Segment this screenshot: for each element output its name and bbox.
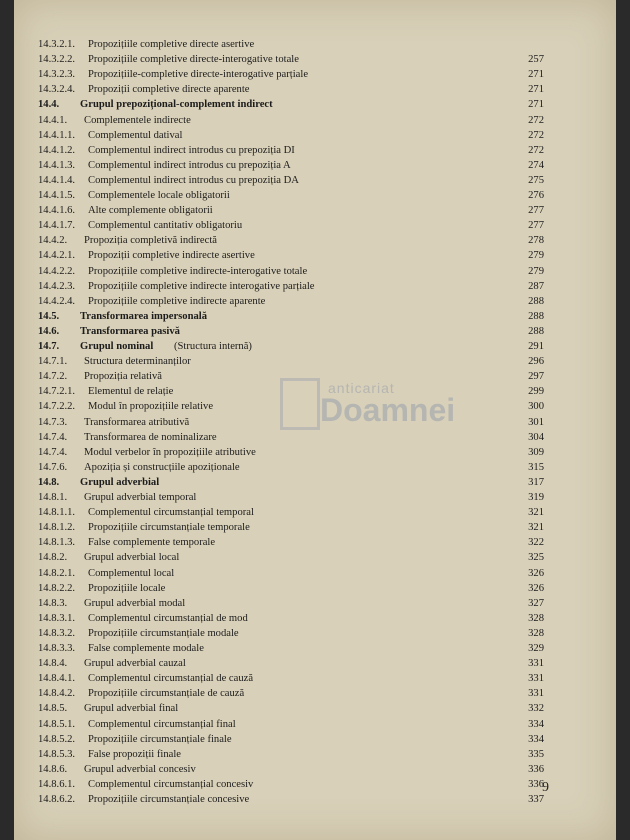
watermark-small-text: anticariat (328, 380, 395, 396)
toc-entry-number: 14.8.1. (38, 492, 68, 503)
toc-entry (14, 355, 616, 369)
toc-entry-page: 296 (528, 356, 544, 368)
toc-entry-title: Grupul adverbial (80, 476, 160, 488)
toc-entry-page: 334 (528, 718, 544, 730)
toc-entry-title: False complemente modale (88, 643, 204, 654)
toc-entry-number: 14.6. (38, 325, 60, 337)
toc-entry (14, 340, 616, 354)
toc-entry (14, 204, 616, 218)
toc-entry (14, 53, 616, 67)
toc-entry-title: Apoziția și construcțiile apoziționale (84, 461, 240, 473)
toc-entry-page: 272 (528, 129, 544, 141)
toc-entry (14, 295, 616, 309)
toc-entry-page: 299 (528, 386, 544, 398)
toc-entry (14, 521, 616, 535)
book-page (14, 0, 616, 840)
toc-entry-number: 14.8.4.2. (38, 688, 76, 700)
toc-entry-title: Complementul circumstanțial temporal (88, 507, 254, 519)
toc-entry-title: Grupul adverbial temporal (84, 492, 197, 503)
toc-entry-number: 14.8.6.1. (38, 778, 76, 790)
toc-entry-number: 14.7.2. (38, 371, 68, 383)
toc-entry-number: 14.8.2.2. (38, 582, 76, 594)
toc-entry-number: 14.8.5.3. (38, 748, 76, 760)
toc-entry (14, 38, 616, 52)
toc-entry (14, 718, 616, 732)
toc-entry (14, 612, 616, 626)
toc-entry (14, 687, 616, 701)
toc-entry-number: 14.7.3. (38, 416, 68, 428)
toc-entry (14, 506, 616, 520)
toc-entry-title: Propozițiile circumstanțiale concesive (88, 794, 250, 805)
toc-entry (14, 702, 616, 716)
page-number: 9 (542, 780, 549, 795)
toc-entry-title: Propozițiile completive directe-interogative totale (88, 54, 299, 66)
toc-entry (14, 265, 616, 279)
toc-entry-number: 14.8.3.1. (38, 612, 76, 624)
toc-entry (14, 325, 616, 339)
toc-entry-number: 14.7.4. (38, 446, 68, 458)
toc-entry (14, 627, 616, 641)
toc-entry-number: 14.8.2.1. (38, 567, 76, 579)
toc-entry-number: 14.4. (38, 99, 60, 111)
toc-entry-page: 278 (528, 235, 544, 247)
toc-entry-page: 317 (528, 476, 544, 488)
toc-entry-title: Propozițiile circumstanțiale temporale (88, 522, 250, 534)
toc-entry-title: Propozițiile locale (88, 582, 166, 594)
toc-entry-page: 271 (528, 99, 544, 111)
toc-entry-page: 272 (528, 144, 544, 156)
toc-entry-title: Complementul circumstanțial de mod (88, 612, 248, 624)
toc-entry-title: Propozițiile completive indirecte aparente (88, 295, 266, 307)
toc-entry-title: False complemente temporale (88, 537, 216, 549)
toc-entry-number: 14.4.2.3. (38, 280, 76, 292)
toc-entry-page: 331 (528, 673, 544, 685)
toc-entry-number: 14.8. (38, 476, 60, 488)
toc-entry-number: 14.7.4. (38, 431, 68, 443)
toc-entry-page: 337 (528, 794, 544, 805)
toc-entry-title: Grupul adverbial final (84, 703, 179, 715)
toc-entry (14, 763, 616, 777)
toc-entry (14, 748, 616, 762)
toc-entry-title: Grupul adverbial local (84, 552, 180, 564)
toc-entry-number: 14.3.2.3. (38, 69, 76, 81)
toc-entry-number: 14.8.5. (38, 703, 68, 715)
toc-entry-number: 14.4.1.3. (38, 159, 76, 171)
toc-entry-page: 271 (528, 69, 544, 81)
toc-entry-page: 315 (528, 461, 544, 473)
toc-entry-title: Complementele indirecte (84, 114, 191, 126)
toc-entry-title: Propozițiile circumstanțiale de cauză (88, 688, 245, 700)
toc-entry (14, 672, 616, 686)
toc-entry-page: 271 (528, 84, 544, 96)
toc-entry-page: 309 (528, 446, 544, 458)
toc-entry-title: Complementul indirect introdus cu prepoziția DI (88, 144, 295, 156)
toc-entry-page: 328 (528, 627, 544, 639)
toc-entry-number: 14.7.1. (38, 356, 68, 368)
toc-entry-number: 14.8.4.1. (38, 673, 76, 685)
toc-entry-number: 14.8.3.2. (38, 627, 76, 639)
watermark-big-text: Doamnei (320, 392, 456, 428)
toc-entry-page: 336 (528, 778, 544, 790)
toc-entry-title: Grupul prepozițional-complement indirect (80, 99, 273, 111)
toc-entry-number: 14.3.2.1. (38, 39, 76, 50)
toc-entry-number: 14.7.2.1. (38, 386, 76, 398)
toc-entry-page: 279 (528, 250, 544, 262)
toc-entry-title: Grupul nominal (80, 341, 154, 352)
toc-entry-number: 14.4.2. (38, 235, 68, 247)
toc-entry (14, 189, 616, 203)
toc-entry (14, 280, 616, 294)
toc-entry-page: 321 (528, 522, 544, 534)
toc-entry-title: Propozițiile completive indirecte interogative parțiale (88, 280, 315, 292)
toc-entry-title: Alte complemente obligatorii (88, 205, 213, 217)
toc-entry-number: 14.4.1.7. (38, 220, 76, 232)
toc-entry-page: 279 (528, 265, 544, 277)
toc-entry-title: Propoziții completive directe aparente (88, 84, 250, 96)
toc-entry (14, 83, 616, 97)
toc-entry-title: Complementul indirect introdus cu prepoziția DA (88, 174, 299, 186)
toc-entry-page: 332 (528, 703, 544, 715)
toc-entry-number: 14.4.2.2. (38, 265, 76, 277)
toc-entry-number: 14.8.1.2. (38, 522, 76, 534)
toc-entry (14, 793, 616, 807)
toc-entry-title: Modul verbelor în propozițiile atributive (84, 446, 256, 458)
toc-entry-number: 14.8.5.2. (38, 733, 76, 745)
toc-entry-title: Modul în propozițiile relative (88, 401, 214, 413)
toc-entry-number: 14.8.6.2. (38, 794, 76, 805)
toc-entry-page: 335 (528, 748, 544, 760)
toc-entry-number: 14.4.2.4. (38, 295, 76, 307)
toc-entry-title: Complementul indirect introdus cu prepoziția A (88, 159, 291, 171)
toc-entry (14, 733, 616, 747)
toc-entry-number: 14.7.2.2. (38, 401, 76, 413)
toc-entry-title: False propoziții finale (88, 748, 181, 760)
toc-entry-title-extra: (Structura internă) (174, 341, 252, 352)
toc-entry (14, 310, 616, 324)
toc-entry-title: Transformarea de nominalizare (84, 431, 217, 443)
toc-entry-number: 14.3.2.4. (38, 84, 76, 96)
toc-entry-title: Grupul adverbial concesiv (84, 763, 196, 775)
toc-entry-title: Complementul local (88, 567, 175, 579)
toc-entry-title: Complementul cantitativ obligatoriu (88, 220, 243, 232)
toc-entry-title: Grupul adverbial modal (84, 597, 186, 609)
toc-entry-title: Propozițiile completive directe asertive (88, 39, 255, 50)
toc-entry-page: 327 (528, 597, 544, 609)
toc-entry-page: 321 (528, 507, 544, 519)
toc-entry-number: 14.8.4. (38, 658, 68, 670)
toc-entry-page: 331 (528, 658, 544, 670)
toc-entry (14, 551, 616, 565)
toc-entry (14, 582, 616, 596)
toc-entry-page: 304 (528, 431, 544, 443)
toc-entry-page: 326 (528, 582, 544, 594)
toc-entry-title: Complementul circumstanțial concesiv (88, 778, 254, 790)
toc-entry (14, 476, 616, 490)
toc-entry-number: 14.8.1.1. (38, 507, 76, 519)
toc-entry-page: 334 (528, 733, 544, 745)
toc-entry (14, 219, 616, 233)
toc-entry (14, 536, 616, 550)
toc-entry (14, 114, 616, 128)
toc-entry-title: Transformarea atributivă (84, 416, 190, 428)
watermark-frame (280, 378, 320, 430)
toc-entry (14, 159, 616, 173)
toc-entry-page: 328 (528, 612, 544, 624)
toc-entry-number: 14.3.2.2. (38, 54, 76, 66)
toc-entry (14, 68, 616, 82)
toc-entry (14, 491, 616, 505)
toc-entry-number: 14.8.2. (38, 552, 68, 564)
toc-entry-page: 331 (528, 688, 544, 700)
toc-entry-number: 14.7. (38, 341, 60, 352)
toc-entry-title: Propozițiile completive indirecte-interogative totale (88, 265, 308, 277)
toc-entry (14, 567, 616, 581)
toc-entry (14, 174, 616, 188)
toc-entry (14, 461, 616, 475)
toc-entry-title: Structura determinanților (84, 356, 191, 368)
toc-entry-number: 14.7.6. (38, 461, 68, 473)
toc-entry (14, 234, 616, 248)
toc-entry-page: 276 (528, 190, 544, 201)
toc-entry-number: 14.8.3. (38, 597, 68, 609)
toc-entry-page: 297 (528, 371, 544, 383)
toc-entry-number: 14.4.1.2. (38, 144, 76, 156)
toc-entry-number: 14.5. (38, 310, 60, 322)
toc-entry-page: 291 (528, 341, 544, 352)
toc-entry-page: 275 (528, 174, 544, 186)
toc-entry-number: 14.4.1.6. (38, 205, 76, 217)
toc-entry-title: Elementul de relație (88, 386, 174, 398)
toc-entry-page: 287 (528, 280, 544, 292)
toc-entry-title: Transformarea pasivă (80, 325, 180, 337)
toc-entry-page: 288 (528, 325, 544, 337)
toc-entry-title: Propoziția relativă (84, 371, 162, 383)
toc-entry-number: 14.4.2.1. (38, 250, 76, 262)
toc-entry-title: Complementul circumstanțial de cauză (88, 673, 254, 685)
toc-entry-number: 14.4.1.4. (38, 174, 76, 186)
toc-entry-page: 274 (528, 159, 544, 171)
toc-entry-number: 14.8.5.1. (38, 718, 76, 730)
toc-entry-title: Complementul datival (88, 129, 183, 141)
toc-entry-title: Propoziția completivă indirectă (84, 235, 217, 247)
toc-entry-page: 300 (528, 401, 544, 413)
toc-entry-title: Complementele locale obligatorii (88, 190, 230, 201)
toc-entry-title: Propozițiile circumstanțiale modale (88, 627, 239, 639)
toc-entry-number: 14.4.1.5. (38, 190, 76, 201)
toc-entry-page: 277 (528, 205, 544, 217)
toc-entry (14, 642, 616, 656)
toc-entry-title: Propozițiile circumstanțiale finale (88, 733, 232, 745)
toc-entry-page: 326 (528, 567, 544, 579)
toc-entry (14, 778, 616, 792)
toc-entry-page: 325 (528, 552, 544, 564)
toc-entry (14, 144, 616, 158)
toc-entry-number: 14.4.1. (38, 114, 68, 126)
toc-entry-page: 329 (528, 643, 544, 654)
toc-entry-number: 14.8.3.3. (38, 643, 76, 654)
toc-entry-page: 277 (528, 220, 544, 232)
toc-entry-page: 272 (528, 114, 544, 126)
toc-entry-page: 336 (528, 763, 544, 775)
toc-entry-title: Complementul circumstanțial final (88, 718, 236, 730)
toc-entry-page: 257 (528, 54, 544, 66)
toc-entry-page: 319 (528, 492, 544, 503)
toc-entry-number: 14.8.1.3. (38, 537, 76, 549)
toc-entry (14, 249, 616, 263)
toc-entry (14, 597, 616, 611)
toc-entry-title: Propozițiile-completive directe-interogative parțiale (88, 69, 309, 81)
toc-entry-number: 14.4.1.1. (38, 129, 76, 141)
toc-entry-page: 288 (528, 310, 544, 322)
toc-entry (14, 129, 616, 143)
toc-entry (14, 98, 616, 112)
toc-entry-title: Grupul adverbial cauzal (84, 658, 186, 670)
toc-entry (14, 657, 616, 671)
toc-entry-title: Propoziții completive indirecte asertive (88, 250, 255, 262)
toc-entry-page: 301 (528, 416, 544, 428)
watermark-stamp (280, 378, 494, 458)
toc-entry-page: 288 (528, 295, 544, 307)
toc-entry-number: 14.8.6. (38, 763, 68, 775)
toc-entry-title: Transformarea impersonală (80, 310, 208, 322)
toc-entry-page: 322 (528, 537, 544, 549)
